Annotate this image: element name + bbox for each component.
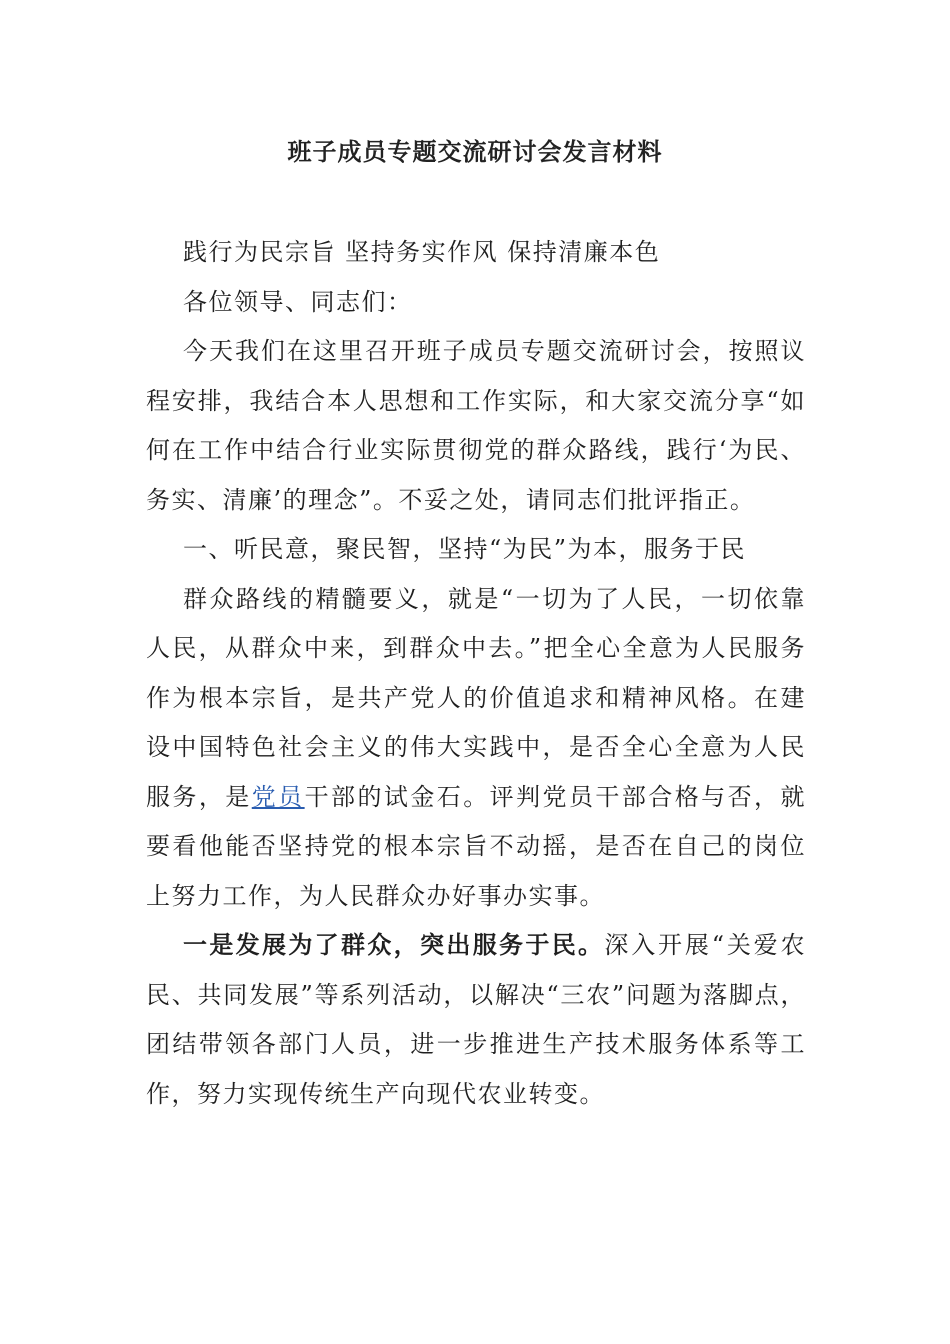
section-paragraph [146,575,806,922]
party-member-link[interactable]: 党员 [251,782,305,811]
intro-paragraph: 今天我们在这里召开班子成员专题交流研讨会，按照议程安排，我结合本人思想和工作实际，和大家交流分享“如何在工作中结合行业实际贯彻党的群众路线，践行‘为民、务实、清廉’的理念”。不妥之处，请同志们批评指正。 [146,337,806,514]
point-lead: 一是发展为了群众，突出服务于民。 [183,931,605,959]
document-subtitle: 践行为民宗旨 坚持务实作风 保持清廉本色 [183,238,661,266]
point-text: 深入开展“关爱农民、共同发展”等系列活动，以解决“三农”问题为落脚点，团结带领各部门人员，进一步推进生产技术服务体系等工作，努力实现传统生产向现代农业转变。 [146,931,806,1108]
section-paragraph-part-1: 群众路线的精髓要义，就是“一切为了人民，一切依靠人民，从群众中来，到群众中去。”把全心全意为人民服务作为根本宗旨，是共产党人的价值追求和精神风格。在建设中国特色社会主义的伟大实践中，是否全心全意为人民服务，是 [146,584,806,811]
point-paragraph [146,921,806,1119]
salutation: 各位领导、同志们： [183,287,413,316]
document-body [146,228,806,1119]
document-title: 班子成员专题交流研讨会发言材料 [287,138,663,166]
section-paragraph-part-2: 干部的试金石。评判党员干部合格与否，就要看他能否坚持党的根本宗旨不动摇，是否在自己的岗位上努力工作，为人民群众办好事办实事。 [146,782,806,910]
section-heading: 一、听民意，聚民智，坚持“为民”为本，服务于民 [183,535,747,563]
